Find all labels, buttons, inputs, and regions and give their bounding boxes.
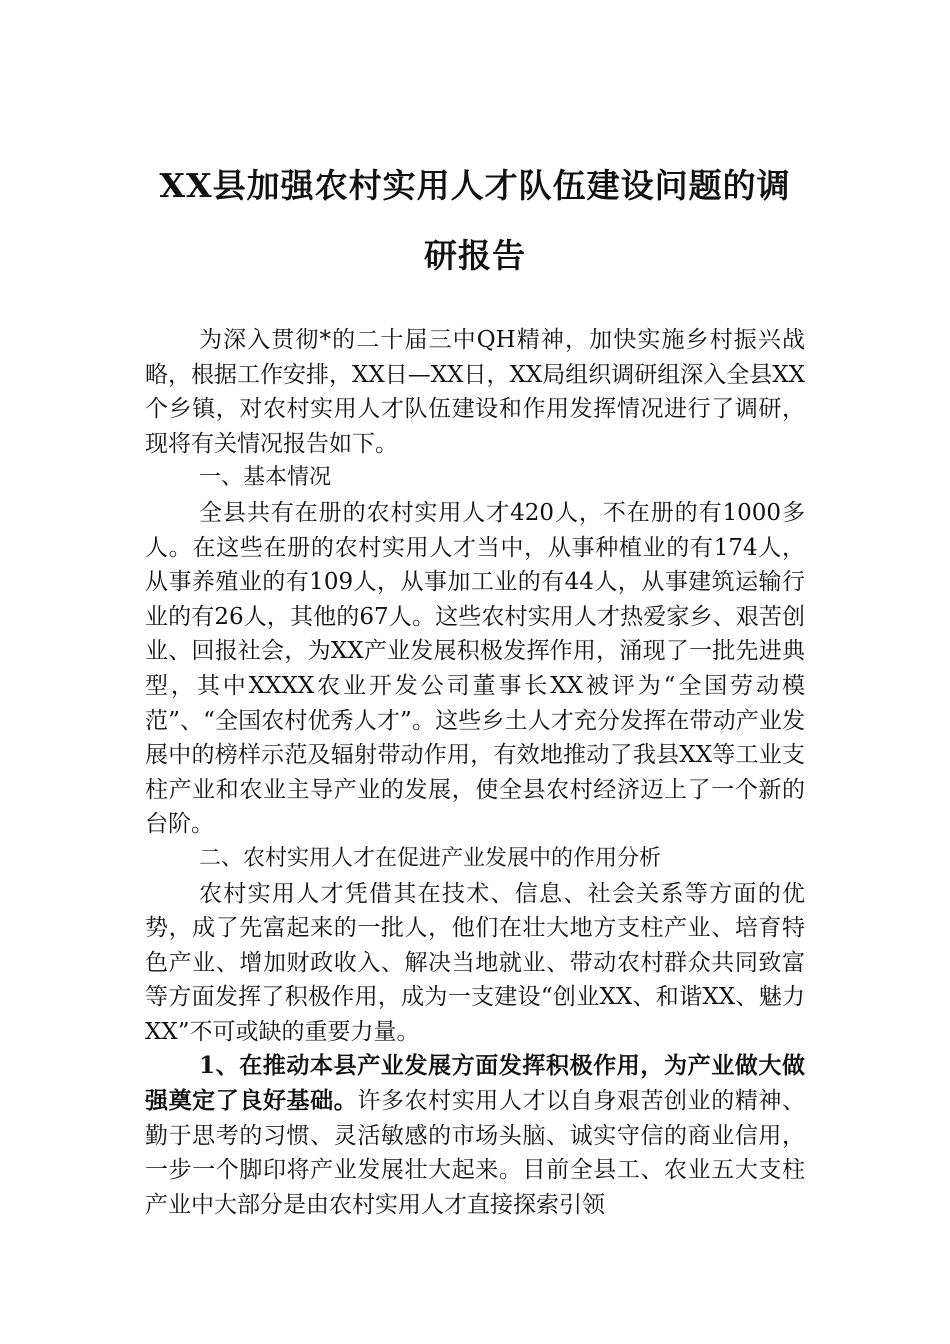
basic-situation-paragraph: 全县共有在册的农村实用人才420人，不在册的有1000多人。在这些在册的农村实用人才当中，从事种植业的有174人，从事养殖业的有109人，从事加工业的有44人，从事建筑运输行业的有26人，其他的67人。这些农村实用人才热爱家乡、艰苦创业、回报社会，为XX产业发展积极发挥作用，涌现了一批先进典型，其中XXXX农业开发公司董事长XX被评为“全国劳动模范”、“全国农村优秀人才”。这些乡土人才充分发挥在带动产业发展中的榜样示范及辐射带动作用，有效地推动了我县XX等工业支柱产业和农业主导产业的发展，使全县农村经济迈上了一个新的台阶。 <box>145 499 805 838</box>
document-title-line-1: XX县加强农村实用人才队伍建设问题的调 <box>159 166 791 205</box>
role-analysis-paragraph: 农村实用人才凭借其在技术、信息、社会关系等方面的优势，成了先富起来的一批人，他们在壮大地方支柱产业、培育特色产业、增加财政收入、解决当地就业、带动农村群众共同致富等方面发挥了积极作用，成为一支建设“创业XX、和谐XX、魅力XX”不可或缺的重要力量。 <box>145 880 805 1045</box>
section-heading-basic-situation: 一、基本情况 <box>199 465 332 491</box>
item-1-paragraph <box>145 1049 805 1222</box>
document-title-line-2: 研报告 <box>424 236 526 275</box>
section-heading-role-analysis: 二、农村实用人才在促进产业发展中的作用分析 <box>199 845 662 871</box>
intro-paragraph: 为深入贯彻*的二十届三中QH精神，加快实施乡村振兴战略，根据工作安排，XX日—XX日，XX局组织调研组深入全县XX个乡镇，对农村实用人才队伍建设和作用发挥情况进行了调研，现将有关情况报告如下。 <box>145 327 805 457</box>
item-1-body-text: 许多农村实用人才以自身艰苦创业的精神、勤于思考的习惯、灵活敏感的市场头脑、诚实守信的商业信用，一步一个脚印将产业发展壮大起来。目前全县工、农业五大支柱产业中大部分是由农村实用人才直接探索引领 <box>145 1088 806 1218</box>
document-body <box>145 323 805 1222</box>
item-1-lead-sentence: 1、在推动本县产业发展方面发挥积极作用，为产业做大做强奠定了良好基础。 <box>145 1052 805 1115</box>
